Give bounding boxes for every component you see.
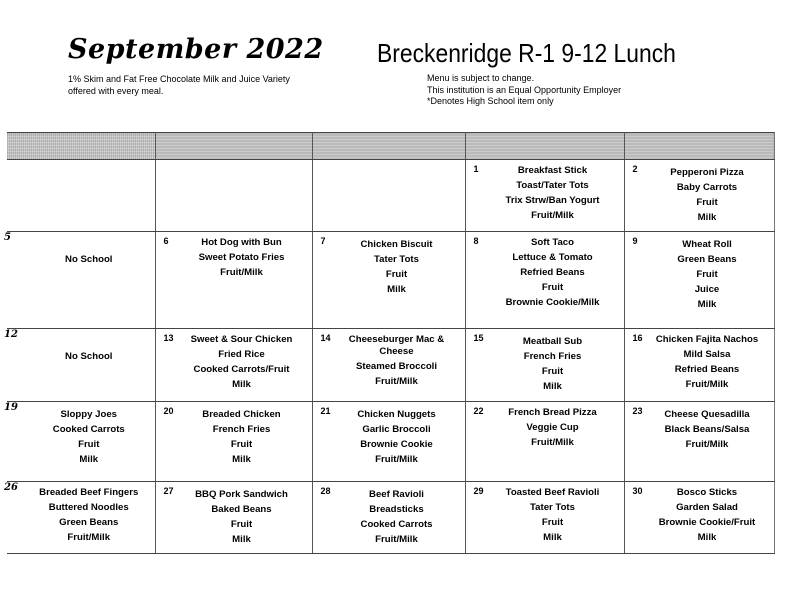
menu-item: Mild Salsa bbox=[683, 349, 731, 361]
day-number: 15 bbox=[473, 333, 484, 344]
menu-item bbox=[25, 334, 153, 349]
day-cell-content bbox=[4, 481, 155, 553]
day-cell bbox=[465, 160, 624, 232]
menu-items bbox=[174, 334, 310, 394]
menu-item: Baby Carrots bbox=[676, 182, 738, 194]
menu-items bbox=[331, 334, 463, 391]
header-cell bbox=[465, 133, 624, 160]
day-cell bbox=[465, 401, 624, 481]
menu-items bbox=[484, 165, 622, 225]
menu-item: Fruit bbox=[230, 438, 253, 450]
menu-items bbox=[643, 407, 772, 452]
day-number: 26 bbox=[4, 481, 18, 493]
day-cell bbox=[624, 329, 774, 401]
menu-item: Milk bbox=[232, 379, 251, 391]
day-cell bbox=[312, 401, 465, 481]
menu-item: Veggie Cup bbox=[526, 421, 579, 433]
day-number: 22 bbox=[473, 405, 484, 416]
month-title: September 2022 bbox=[68, 34, 324, 65]
menu-item: Refried Beans bbox=[520, 267, 585, 279]
menu-item: Fruit/Milk bbox=[685, 379, 729, 391]
day-cell bbox=[4, 232, 155, 329]
menu-items bbox=[174, 407, 310, 467]
day-cell-content bbox=[625, 482, 774, 553]
day-cell-content bbox=[625, 160, 774, 231]
menu-item: Pepperoni Pizza bbox=[670, 167, 744, 179]
menu-item: Wheat Roll bbox=[682, 239, 732, 251]
day-cell-content bbox=[313, 160, 465, 231]
day-cell-content bbox=[4, 401, 155, 481]
day-number: 20 bbox=[163, 405, 174, 416]
menu-item: Fruit bbox=[696, 197, 718, 209]
menu-item: Trix Strw/Ban Yogurt bbox=[505, 195, 600, 207]
day-number: 7 bbox=[320, 236, 326, 247]
menu-item: Chicken Nuggets bbox=[357, 408, 436, 420]
week-row bbox=[7, 481, 774, 553]
day-number: 12 bbox=[4, 329, 18, 341]
menu-item: Bosco Sticks bbox=[676, 486, 738, 498]
menu-item: Black Beans/Salsa bbox=[664, 423, 750, 435]
menu-item: Milk bbox=[697, 212, 717, 224]
menu-item: Cooked Carrots/Fruit bbox=[193, 364, 290, 376]
menu-item: French Fries bbox=[523, 351, 582, 363]
menu-item: No School bbox=[65, 254, 113, 266]
menu-items bbox=[25, 334, 153, 364]
menu-item: Cooked Carrots bbox=[52, 423, 125, 435]
menu-item: Breakfast Stick bbox=[517, 165, 588, 177]
day-cell bbox=[4, 329, 155, 401]
day-number: 5 bbox=[4, 232, 11, 244]
menu-item: Breaded Chicken bbox=[202, 408, 281, 420]
menu-items bbox=[174, 487, 310, 547]
menu-item: Milk bbox=[79, 453, 99, 465]
menu-items bbox=[643, 334, 772, 394]
calendar-header-row bbox=[7, 133, 774, 160]
menu-item: Fruit/Milk bbox=[531, 210, 574, 222]
menu-item: Refried Beans bbox=[674, 364, 740, 376]
menu-item: Soft Taco bbox=[531, 237, 574, 249]
menu-items bbox=[331, 407, 463, 467]
menu-item: French Bread Pizza bbox=[508, 406, 597, 418]
header-cell bbox=[624, 133, 774, 160]
menu-item: Breadsticks bbox=[369, 503, 424, 515]
milk-note-line: offered with every meal. bbox=[68, 86, 164, 96]
day-cell bbox=[312, 329, 465, 401]
day-cell-content bbox=[466, 329, 624, 400]
menu-items bbox=[25, 407, 153, 467]
day-number: 13 bbox=[163, 333, 174, 344]
milk-note-line: 1% Skim and Fat Free Chocolate Milk and Juice Variety bbox=[68, 74, 290, 84]
menu-item: Fruit bbox=[541, 366, 564, 378]
menu-item: Cooked Carrots bbox=[360, 518, 433, 530]
menu-calendar bbox=[4, 132, 775, 554]
menu-item: Sloppy Joes bbox=[60, 408, 117, 420]
menu-item: Chicken Fajita Nachos bbox=[655, 334, 759, 346]
menu-item: Garlic Broccoli bbox=[362, 423, 431, 435]
day-number: 9 bbox=[632, 236, 638, 247]
disclaimer-note bbox=[427, 73, 687, 108]
menu-item: Beef Ravioli bbox=[369, 488, 424, 500]
day-cell bbox=[7, 160, 155, 232]
day-cell bbox=[624, 401, 774, 481]
week-row bbox=[7, 232, 774, 329]
menu-item: Milk bbox=[697, 531, 717, 543]
day-cell-content bbox=[4, 232, 155, 328]
menu-item: Fruit bbox=[541, 282, 564, 294]
day-cell bbox=[624, 232, 774, 329]
menu-item: Steamed Broccoli bbox=[355, 361, 438, 373]
day-cell-content bbox=[156, 160, 312, 231]
day-cell bbox=[4, 481, 155, 553]
menu-item: BBQ Pork Sandwich bbox=[195, 488, 288, 500]
menu-items bbox=[25, 487, 153, 547]
menu-items bbox=[643, 165, 772, 225]
day-cell-content bbox=[466, 402, 624, 481]
menu-item: Green Beans bbox=[59, 516, 119, 528]
day-number: 19 bbox=[4, 401, 18, 413]
menu-item: Milk bbox=[543, 531, 562, 543]
day-cell bbox=[624, 160, 774, 232]
menu-items bbox=[484, 407, 622, 452]
menu-item: Fruit bbox=[230, 518, 253, 530]
header-cell bbox=[7, 133, 155, 160]
disclaimer-line: Menu is subject to change. bbox=[427, 73, 535, 83]
menu-item: Tater Tots bbox=[374, 254, 419, 266]
disclaimer-line: This institution is an Equal Opportunity Employer bbox=[427, 84, 622, 95]
day-cell bbox=[465, 232, 624, 329]
day-number: 21 bbox=[320, 405, 331, 416]
menu-items bbox=[484, 237, 622, 312]
day-cell bbox=[4, 401, 155, 481]
menu-item: Chicken Biscuit bbox=[360, 239, 433, 251]
day-cell bbox=[155, 481, 312, 553]
day-cell-content bbox=[313, 482, 465, 553]
day-cell bbox=[465, 329, 624, 401]
menu-item: Milk bbox=[387, 284, 406, 296]
menu-item: Fruit/Milk bbox=[685, 438, 729, 450]
day-cell-content bbox=[156, 402, 312, 481]
menu-item: Juice bbox=[694, 284, 720, 296]
menu-items bbox=[174, 237, 310, 282]
menu-item: Fruit bbox=[78, 438, 100, 450]
menu-item: Fruit bbox=[541, 516, 564, 528]
menu-items bbox=[331, 487, 463, 547]
day-cell-content bbox=[156, 232, 312, 328]
menu-item: Fruit/Milk bbox=[375, 376, 418, 388]
day-number: 29 bbox=[473, 485, 484, 496]
day-cell-content bbox=[466, 232, 624, 328]
menu-item: Fruit/Milk bbox=[220, 267, 263, 279]
menu-item: Meatball Sub bbox=[522, 336, 583, 348]
menu-item: Baked Beans bbox=[211, 503, 272, 515]
day-cell bbox=[155, 232, 312, 329]
menu-item: Sweet & Sour Chicken bbox=[190, 334, 293, 346]
day-cell bbox=[312, 481, 465, 553]
day-cell-content bbox=[156, 482, 312, 553]
menu-items bbox=[643, 237, 772, 312]
menu-item: Fruit/Milk bbox=[375, 533, 418, 545]
menu-item: Sweet Potato Fries bbox=[198, 252, 285, 264]
day-cell bbox=[155, 401, 312, 481]
day-number: 16 bbox=[632, 333, 643, 344]
school-title: Breckenridge R-1 9-12 Lunch bbox=[377, 38, 676, 68]
menu-item: Green Beans bbox=[677, 254, 737, 266]
menu-item: Toasted Beef Ravioli bbox=[505, 486, 600, 498]
day-cell-content bbox=[156, 329, 312, 400]
day-cell-content bbox=[466, 160, 624, 231]
menu-item: Toast/Tater Tots bbox=[516, 180, 589, 192]
day-number: 8 bbox=[473, 236, 479, 247]
day-cell-content bbox=[466, 482, 624, 553]
menu-item: French Fries bbox=[212, 423, 271, 435]
week-row bbox=[7, 160, 774, 232]
menu-item: Fruit bbox=[385, 269, 408, 281]
menu-item: Fruit/Milk bbox=[531, 436, 574, 448]
menu-item: Tater Tots bbox=[530, 501, 575, 513]
day-number: 1 bbox=[473, 164, 479, 175]
day-cell bbox=[312, 160, 465, 232]
menu-items bbox=[331, 237, 463, 297]
menu-item: Brownie Cookie/Fruit bbox=[658, 516, 756, 528]
menu-item: Fruit/Milk bbox=[375, 453, 418, 465]
day-number: 2 bbox=[632, 164, 638, 175]
day-cell bbox=[624, 481, 774, 553]
menu-item: Fruit bbox=[696, 269, 718, 281]
menu-item: Fried Rice bbox=[218, 349, 265, 361]
day-cell-content bbox=[313, 329, 465, 400]
day-cell-content bbox=[625, 329, 774, 400]
menu-item: Milk bbox=[697, 299, 717, 311]
menu-item: Lettuce & Tomato bbox=[512, 252, 593, 264]
menu-item: Milk bbox=[543, 381, 562, 393]
week-row bbox=[7, 401, 774, 481]
menu-item: Milk bbox=[232, 453, 251, 465]
day-cell-content bbox=[7, 160, 155, 231]
menu-item: Brownie Cookie bbox=[360, 438, 433, 450]
menu-item: No School bbox=[65, 351, 113, 363]
menu-item: Cheeseburger Mac & Cheese bbox=[348, 334, 445, 358]
week-row bbox=[7, 329, 774, 401]
menu-item bbox=[25, 237, 153, 252]
day-number: 30 bbox=[632, 485, 643, 496]
day-number: 6 bbox=[163, 236, 169, 247]
menu-items bbox=[484, 334, 622, 394]
menu-items bbox=[643, 487, 772, 547]
day-cell-content bbox=[625, 232, 774, 328]
menu-item: Brownie Cookie/Milk bbox=[505, 297, 600, 309]
day-cell-content bbox=[625, 402, 774, 481]
menu-item: Milk bbox=[232, 533, 251, 545]
header-cell bbox=[312, 133, 465, 160]
menu-item: Fruit/Milk bbox=[67, 531, 111, 543]
milk-note bbox=[68, 73, 318, 97]
day-number: 28 bbox=[320, 485, 331, 496]
day-number: 14 bbox=[320, 333, 331, 344]
day-cell-content bbox=[313, 232, 465, 328]
header-cell bbox=[155, 133, 312, 160]
disclaimer-line: *Denotes High School item only bbox=[427, 96, 554, 106]
menu-item: Breaded Beef Fingers bbox=[39, 486, 139, 498]
menu-item: Garden Salad bbox=[676, 501, 738, 513]
menu-item: Buttered Noodles bbox=[48, 501, 129, 513]
day-number: 23 bbox=[632, 405, 643, 416]
day-cell bbox=[155, 160, 312, 232]
menu-items bbox=[25, 237, 153, 267]
day-cell bbox=[312, 232, 465, 329]
day-number: 27 bbox=[163, 485, 174, 496]
day-cell-content bbox=[313, 402, 465, 481]
menu-item: Cheese Quesadilla bbox=[664, 408, 750, 420]
menu-items bbox=[484, 487, 622, 547]
day-cell bbox=[465, 481, 624, 553]
day-cell bbox=[155, 329, 312, 401]
menu-item: Hot Dog with Bun bbox=[201, 237, 282, 249]
day-cell-content bbox=[4, 329, 155, 400]
